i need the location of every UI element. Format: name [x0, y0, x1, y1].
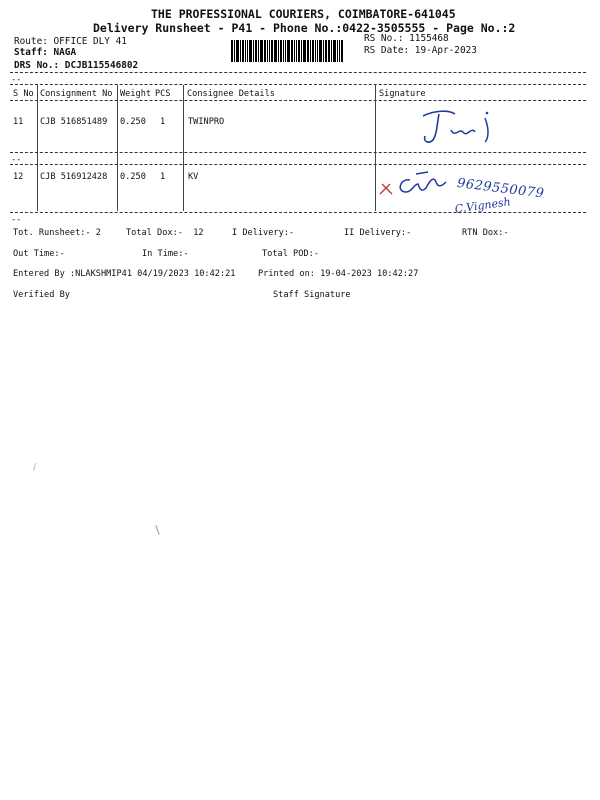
rs-date: RS Date: 19-Apr-2023	[364, 45, 477, 56]
table-row-weight: 0.250	[120, 117, 146, 127]
table-row-sno: 11	[13, 117, 24, 127]
drs-number: DRS No.: DCJB115546802	[14, 60, 139, 71]
verified-by: Verified By	[13, 290, 70, 300]
entered-by: Entered By :NLAKSHMIP41 04/19/2023 10:42:21	[13, 269, 236, 279]
in-time: In Time:-	[142, 249, 189, 259]
route-label: Route: OFFICE DLY 41	[14, 36, 127, 47]
table-row-consignee: TWINPRO	[188, 117, 225, 127]
handwritten-phone: 9629550079	[456, 176, 546, 202]
row-11-signature	[415, 108, 515, 148]
column-separator	[37, 85, 38, 211]
total-dox: Total Dox:- 12	[126, 228, 204, 238]
column-header-weight: Weight	[120, 89, 152, 99]
column-separator	[117, 85, 118, 211]
column-separator	[183, 85, 184, 211]
column-header-sno: S No	[13, 89, 34, 99]
table-row-pcs: 1	[160, 117, 166, 127]
rs-number: RS No.: 1155468	[364, 33, 449, 44]
printed-on: Printed on: 19-04-2023 10:42:27	[258, 269, 419, 279]
ii-delivery: II Delivery:-	[344, 228, 412, 238]
table-row-sno: 12	[13, 172, 24, 182]
staff-signature-label: Staff Signature	[273, 290, 351, 300]
scan-mark	[33, 463, 36, 471]
barcode	[231, 40, 355, 62]
header-divider	[10, 72, 586, 73]
divider-mark: --	[11, 215, 22, 225]
table-bottom-divider	[10, 212, 586, 213]
divider-mark: --	[11, 75, 22, 85]
row-divider	[10, 152, 586, 153]
table-row-consignment: CJB 516851489	[40, 117, 108, 127]
total-pod: Total POD:-	[262, 249, 319, 259]
handwritten-name: C.Vignesh	[454, 195, 512, 216]
company-title: THE PROFESSIONAL COURIERS, COIMBATORE-641045	[151, 7, 456, 21]
column-header-signature: Signature	[379, 89, 426, 99]
table-row-pcs: 1	[160, 172, 166, 182]
staff-label: Staff: NAGA	[14, 47, 77, 58]
table-row-weight: 0.250	[120, 172, 146, 182]
table-row-consignment: CJB 516912428	[40, 172, 108, 182]
rtn-dox: RTN Dox:-	[462, 228, 509, 238]
row-divider	[10, 164, 586, 165]
column-header-consignment: Consignment No	[40, 89, 113, 99]
row-12-signature	[376, 166, 456, 202]
scan-mark	[155, 525, 159, 535]
runsheet-subtitle: Delivery Runsheet - P41 - Phone No.:0422-3505555 - Page No.:2	[93, 21, 516, 35]
column-header-consignee: Consignee Details	[187, 89, 275, 99]
divider-mark: --	[11, 155, 22, 165]
columns-top-divider	[10, 84, 586, 85]
columns-bottom-divider	[10, 100, 586, 101]
table-row-consignee: KV	[188, 172, 199, 182]
out-time: Out Time:-	[13, 249, 65, 259]
total-runsheet: Tot. Runsheet:- 2	[13, 228, 101, 238]
column-header-pcs: PCS	[155, 89, 171, 99]
i-delivery: I Delivery:-	[232, 228, 295, 238]
